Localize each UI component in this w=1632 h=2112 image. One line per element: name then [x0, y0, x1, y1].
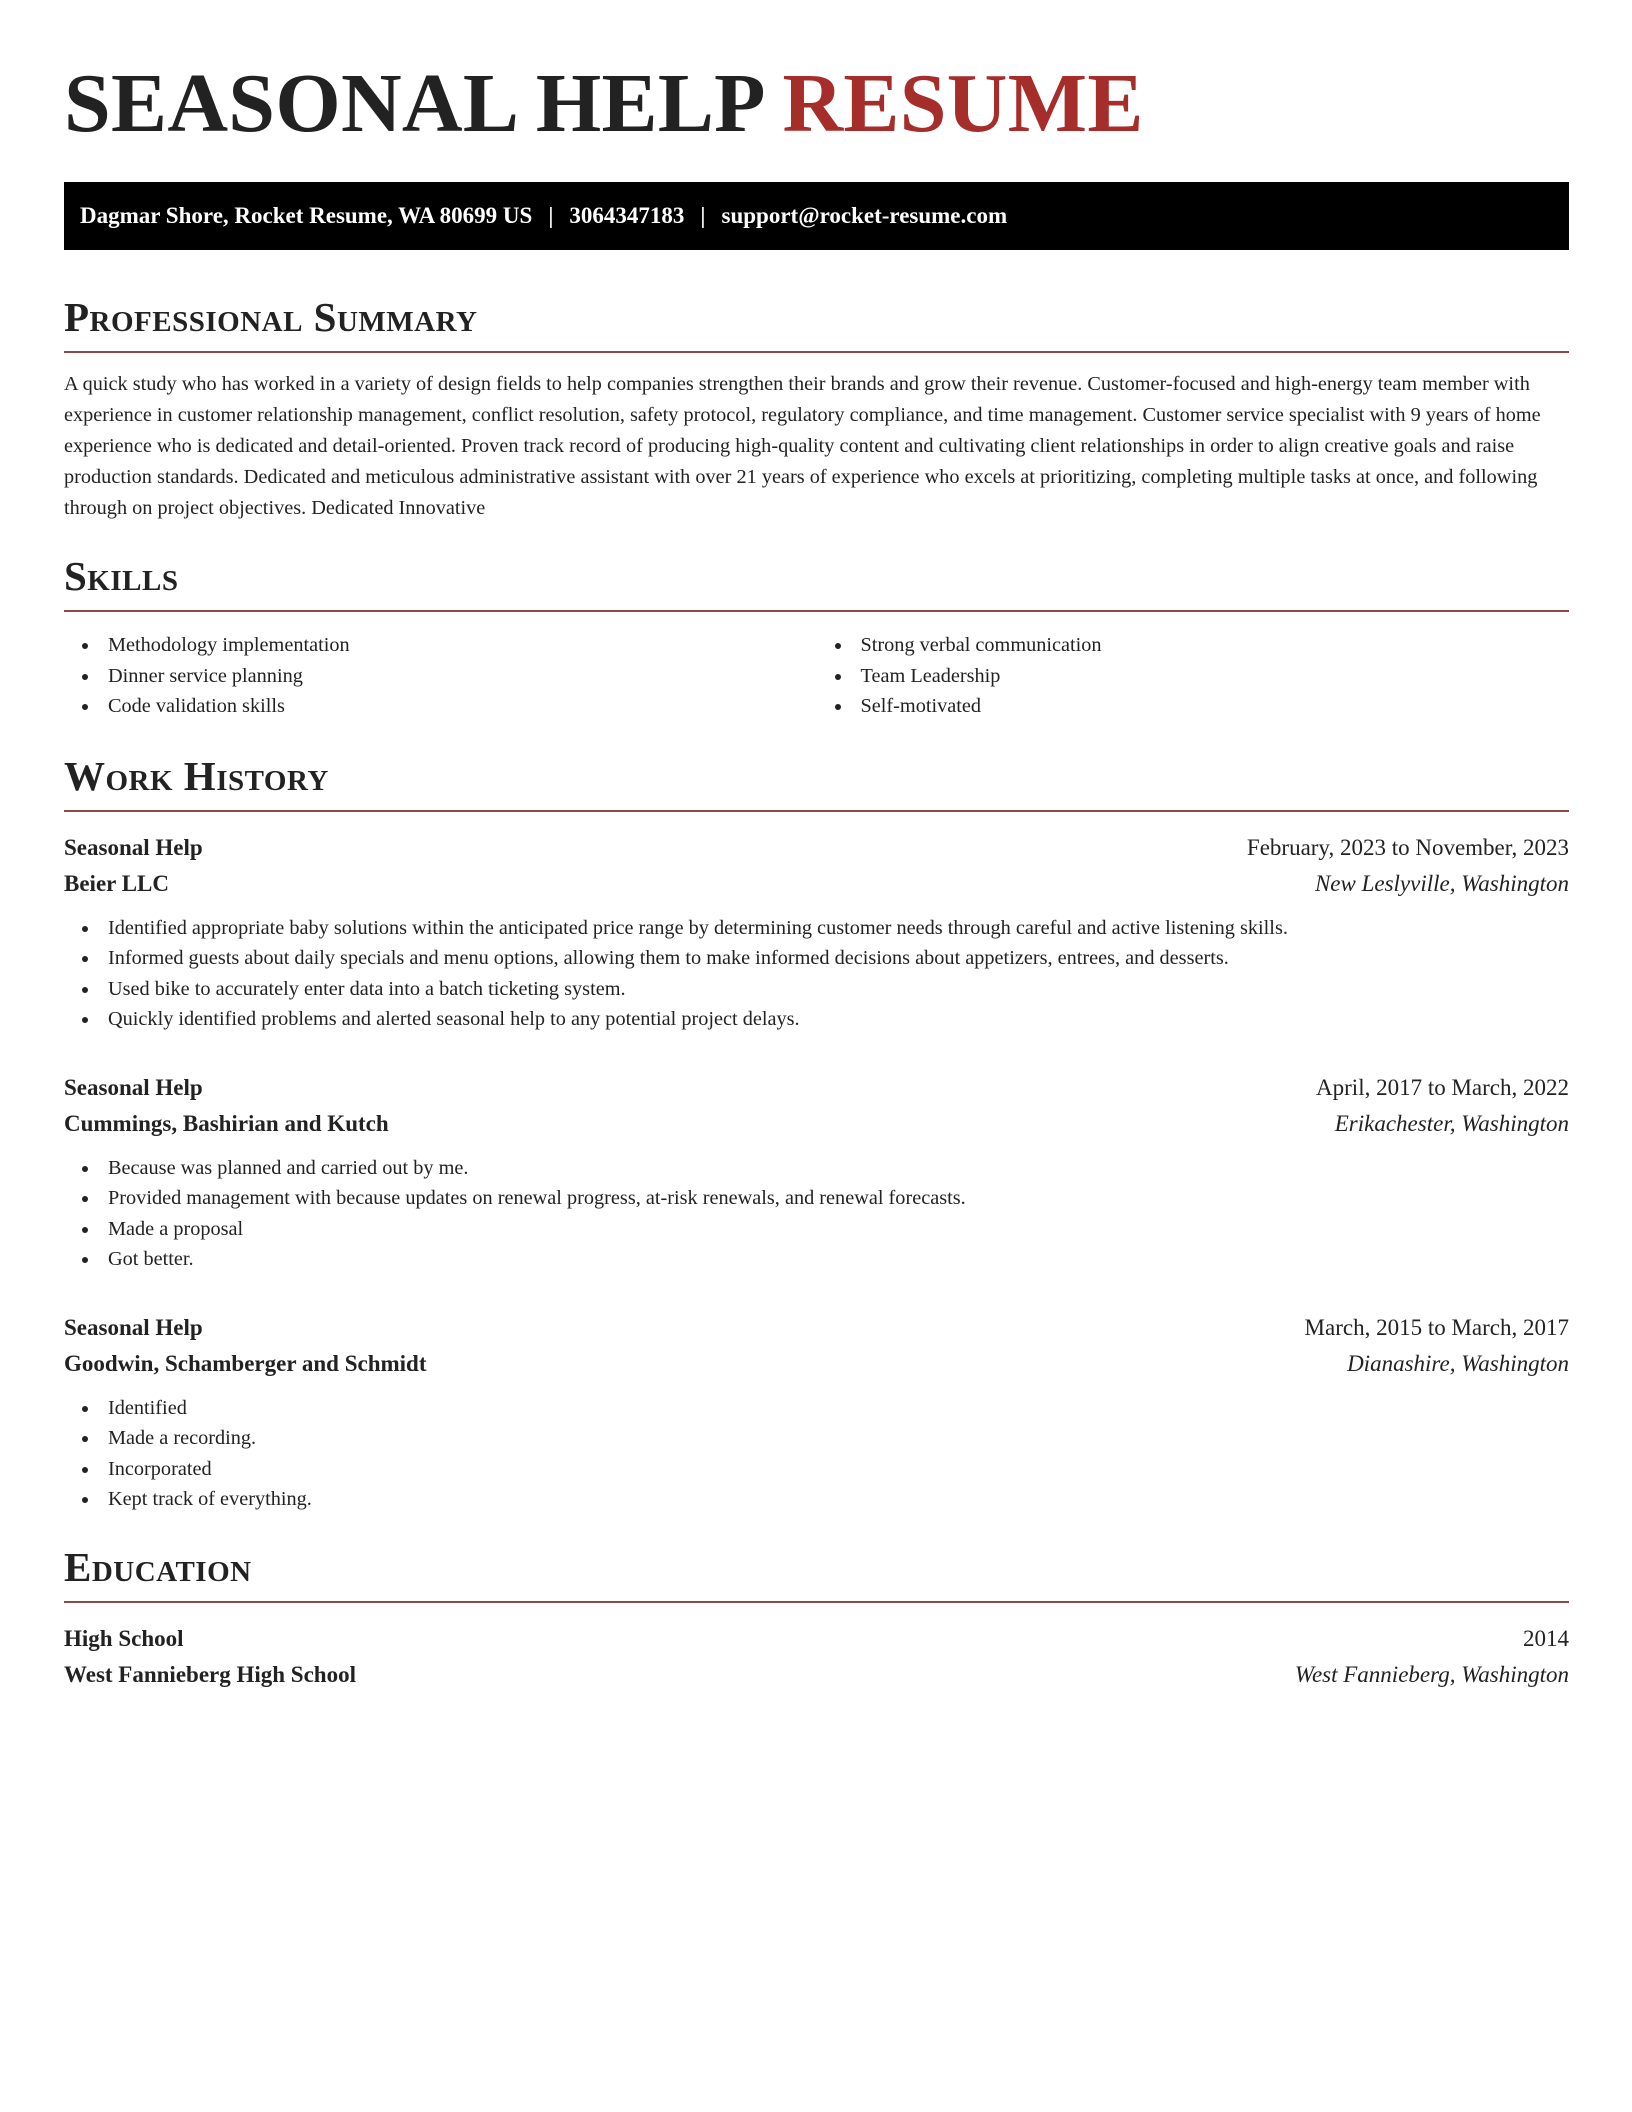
resume-title: [64, 54, 1569, 154]
education-year: 2014: [1523, 1625, 1569, 1651]
job-entry: [64, 1310, 1569, 1515]
section-heading: Work History: [64, 752, 329, 799]
job-duty: Made a proposal: [64, 1214, 1569, 1245]
job-dates: March, 2015 to March, 2017: [1304, 1314, 1569, 1340]
section-heading: Professional Summary: [64, 294, 478, 340]
job-duty: Informed guests about daily specials and menu options, allowing them to make informed decisions about appetizers, entrees, and desserts.: [64, 943, 1569, 974]
section-heading: Education: [64, 1543, 252, 1590]
professional-summary-section: [64, 291, 1569, 524]
contact-phone: 3064347183: [569, 203, 685, 228]
work-history-section: [64, 750, 1569, 1515]
contact-bar: [64, 182, 1569, 250]
section-heading: Skills: [64, 553, 179, 599]
job-location: New Leslyville, Washington: [1314, 870, 1569, 896]
job-duty: Quickly identified problems and alerted seasonal help to any potential project delays.: [64, 1004, 1569, 1035]
job-title: Seasonal Help: [64, 834, 203, 860]
job-duty: Got better.: [64, 1244, 1569, 1275]
education-school: West Fannieberg High School: [64, 1661, 356, 1687]
job-duty: Identified appropriate baby solutions within the anticipated price range by determining customer needs through careful and active listening skills.: [64, 913, 1569, 944]
job-company: Goodwin, Schamberger and Schmidt: [64, 1350, 427, 1376]
education-degree: High School: [64, 1625, 184, 1651]
job-duty: Provided management with because updates on renewal progress, at-risk renewals, and renewal forecasts.: [64, 1183, 1569, 1214]
contact-separator: |: [548, 203, 554, 228]
job-duty: Because was planned and carried out by me.: [64, 1153, 1569, 1184]
education-degree-row: [64, 1621, 1569, 1657]
job-header-row: [64, 1310, 1569, 1346]
job-header-row: [64, 1070, 1569, 1106]
section-divider: [64, 1601, 1569, 1603]
skills-section: [64, 550, 1569, 722]
contact-separator: |: [700, 203, 706, 228]
job-duty: Made a recording.: [64, 1423, 1569, 1454]
job-title: Seasonal Help: [64, 1314, 203, 1340]
job-duty: Incorporated: [64, 1454, 1569, 1485]
section-divider: [64, 610, 1569, 612]
skills-list: [817, 630, 1570, 722]
job-duties-list: [64, 1393, 1569, 1515]
section-divider: [64, 810, 1569, 812]
skill-item: Strong verbal communication: [817, 630, 1570, 661]
job-dates: February, 2023 to November, 2023: [1246, 834, 1569, 860]
job-location: Erikachester, Washington: [1334, 1110, 1569, 1136]
job-header-row: [64, 830, 1569, 866]
job-location: Dianashire, Washington: [1347, 1350, 1569, 1376]
job-company-row: [64, 866, 1569, 902]
job-entry: [64, 1070, 1569, 1275]
job-company: Beier LLC: [64, 870, 169, 896]
section-divider: [64, 351, 1569, 353]
job-entry: [64, 830, 1569, 1035]
job-duties-list: [64, 913, 1569, 1035]
skill-item: Self-motivated: [817, 691, 1570, 722]
education-section: [64, 1541, 1569, 1693]
skills-column-left: [64, 630, 817, 722]
title-accent: RESUME: [782, 57, 1144, 150]
contact-email: support@rocket-resume.com: [721, 203, 1008, 228]
skills-column-right: [817, 630, 1570, 722]
skills-columns: [64, 630, 1569, 722]
job-company-row: [64, 1346, 1569, 1382]
job-company: Cummings, Bashirian and Kutch: [64, 1110, 389, 1136]
skills-list: [64, 630, 817, 722]
contact-address: Dagmar Shore, Rocket Resume, WA 80699 US: [80, 203, 533, 228]
skill-item: Code validation skills: [64, 691, 817, 722]
title-main: SEASONAL HELP: [64, 57, 762, 150]
skill-item: Dinner service planning: [64, 661, 817, 692]
education-school-row: [64, 1657, 1569, 1693]
skill-item: Team Leadership: [817, 661, 1570, 692]
job-dates: April, 2017 to March, 2022: [1316, 1074, 1569, 1100]
education-location: West Fannieberg, Washington: [1294, 1661, 1569, 1687]
education-entry: [64, 1621, 1569, 1693]
summary-text: A quick study who has worked in a variety of design fields to help companies strengthen their brands and grow their revenue. Customer-focused and high-energy team member with experience in customer relationship management, conflict resolution, safety protocol, regulatory compliance, and time management. Customer service specialist with 9 years of home experience who is dedicated and detail-oriented. Proven track record of producing high-quality content and cultivating client relationships in order to align creative goals and raise production standards. Dedicated and meticulous administrative assistant with over 21 years of experience who excels at prioritizing, completing multiple tasks at once, and following through on project objectives. Dedicated Innovative: [64, 373, 1541, 519]
job-title: Seasonal Help: [64, 1074, 203, 1100]
job-company-row: [64, 1106, 1569, 1142]
skill-item: Methodology implementation: [64, 630, 817, 661]
job-duty: Identified: [64, 1393, 1569, 1424]
job-duty: Kept track of everything.: [64, 1484, 1569, 1515]
job-duties-list: [64, 1153, 1569, 1275]
job-duty: Used bike to accurately enter data into a batch ticketing system.: [64, 974, 1569, 1005]
